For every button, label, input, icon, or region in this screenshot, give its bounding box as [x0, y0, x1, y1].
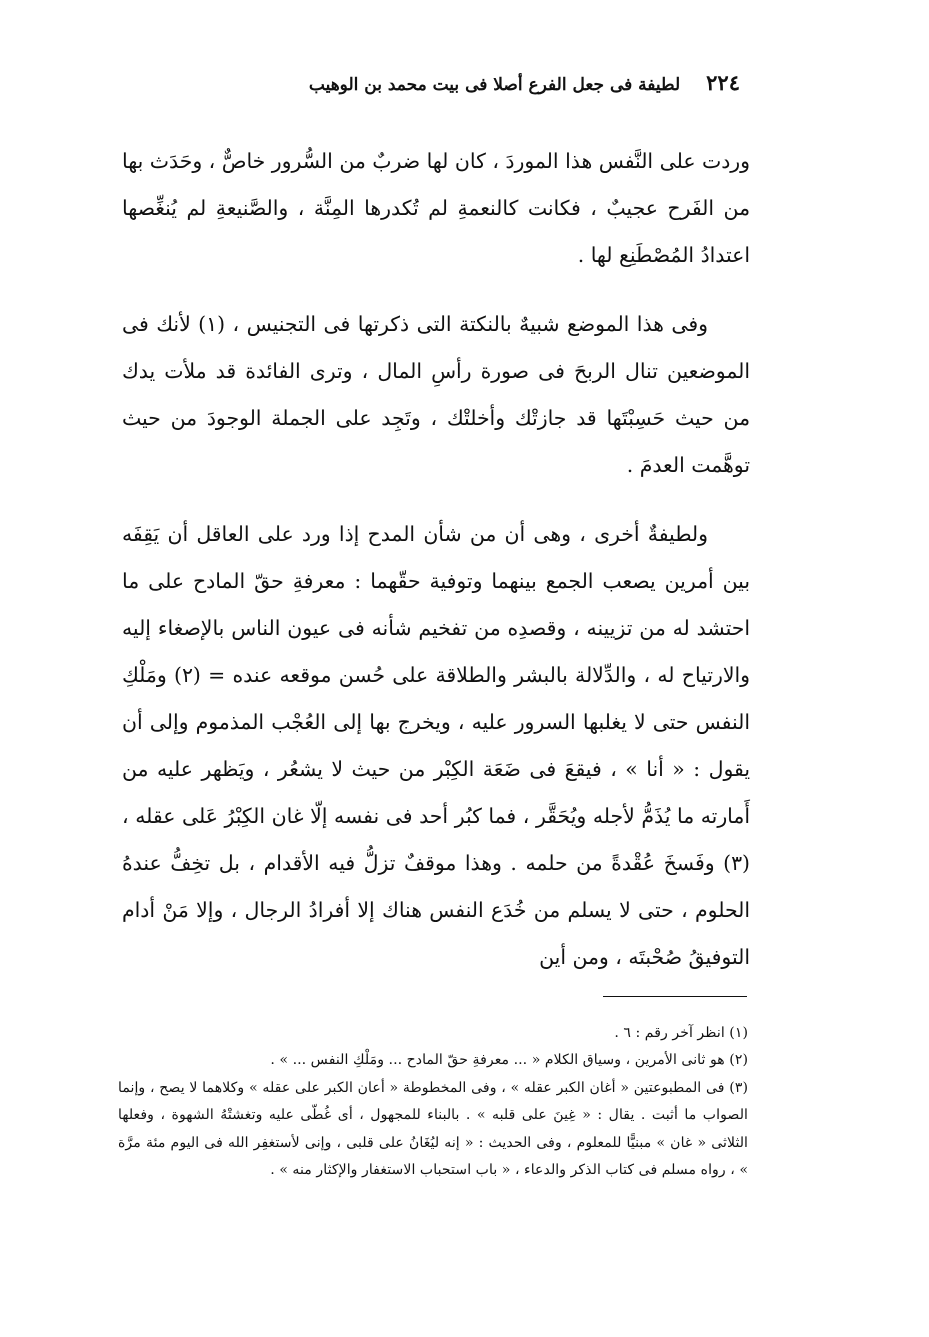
paragraph-3: ولطيفةٌ أخرى ، وهى أن من شأن المدح إذا ورد على العاقل أن يَقِفَه بين أمرين يصعب الجمع بينهما وتوفية حقّهما : معرفةِ حقّ المادح على ما احتشد له من تزيينه ، وقصدِه من تفخيم شأنه فى عيون الناس بالإصغاء إليه والارتياح له ، والدِّلالة بالبشر والطلاقة على حُسن موقعه عنده = (٢) ومَلْكِ النفس حتى لا يغلبها السرور عليه ، ويخرج بها إلى العُجْب المذموم وإلى أن يقول : « أنا » ، فيقعَ فى ضَعَة الكِبْر من حيث لا يشعُر ، ويَظهر عليه من أَمارته ما يُذَمُّ لأجله ويُحَقَّر ، فما كبُر أحد فى نفسه إلّا غان الكِبْرُ عَلى عقله ، (٣) وفَسخَ عُقْدةً من حلمه . وهذا موقفٌ تزلُّ فيه الأقدام ، بل تخِفُّ عندهُ الحلوم ، حتى لا يسلم من خُدَع النفس هناك إلا أفرادُ الرجال ، وإلا مَنْ أدام التوفيقُ صُحْبتَه ، ومن أين — [122, 522, 750, 969]
page-header — [270, 70, 740, 95]
footnote-3: (٣) فى المطبوعتين « أغان الكبر عقله » ، وفى المخطوطة « أعان الكبر على عقله » وكلاهما لا يصح ، وإنما الصواب ما أثبت . يقال : « غِينَ على قلبه » . بالبناء للمجهول ، أى غُطّى عليه وتغشتْهُ الشهوة ، وفعلها الثلاثى « غان » مبنيًّا للمعلوم ، وفى الحديث : « إنه ليُغَانُ على قلبى ، وإنى لأستغفِر الله فى اليوم مئة مرَّة » ، رواه مسلم فى كتاب الذكر والدعاء ، « باب استحباب الاستغفار والإكثار منه » . — [118, 1079, 748, 1179]
footnote-2: (٢) هو ثانى الأمرين ، وسياق الكلام « ... معرفةِ حقّ المادح ... ومَلْكِ النفس ... » . — [270, 1052, 748, 1069]
main-text — [122, 138, 750, 1003]
footnote-1: (١) انظر آخر رقم : ٦ . — [614, 1025, 748, 1041]
footnote-separator — [603, 996, 747, 997]
running-title: لطيفة فى جعل الفرع أصلا فى بيت محمد بن الوهيب — [308, 75, 681, 95]
footnotes — [118, 1020, 748, 1184]
paragraph-2: وفى هذا الموضع شبيهٌ بالنكتة التى ذكرتها فى التجنيس ، (١) لأنك فى الموضعين تنال الربحَ فى صورة رأسِ المال ، وترى الفائدة قد ملأت يدك من حيث حَسِبْتَها قد جازتْك وأخلتْك ، وتَجِد على الجملة الوجودَ من حيث توهَّمت العدمَ . — [122, 312, 750, 477]
paragraph-1: وردت على النَّفس هذا الموردَ ، كان لها ضربٌ من السُّرور خاصٌّ ، وحَدَث بها من الفَرح عجيبٌ ، فكانت كالنعمةِ لم تُكدرها المِنَّة ، والصَّنيعةِ لم يُنغِّصها اعتدادُ المُصْطَنِع لها . — [122, 149, 750, 267]
page-number: ٢٢٤ — [706, 70, 740, 95]
